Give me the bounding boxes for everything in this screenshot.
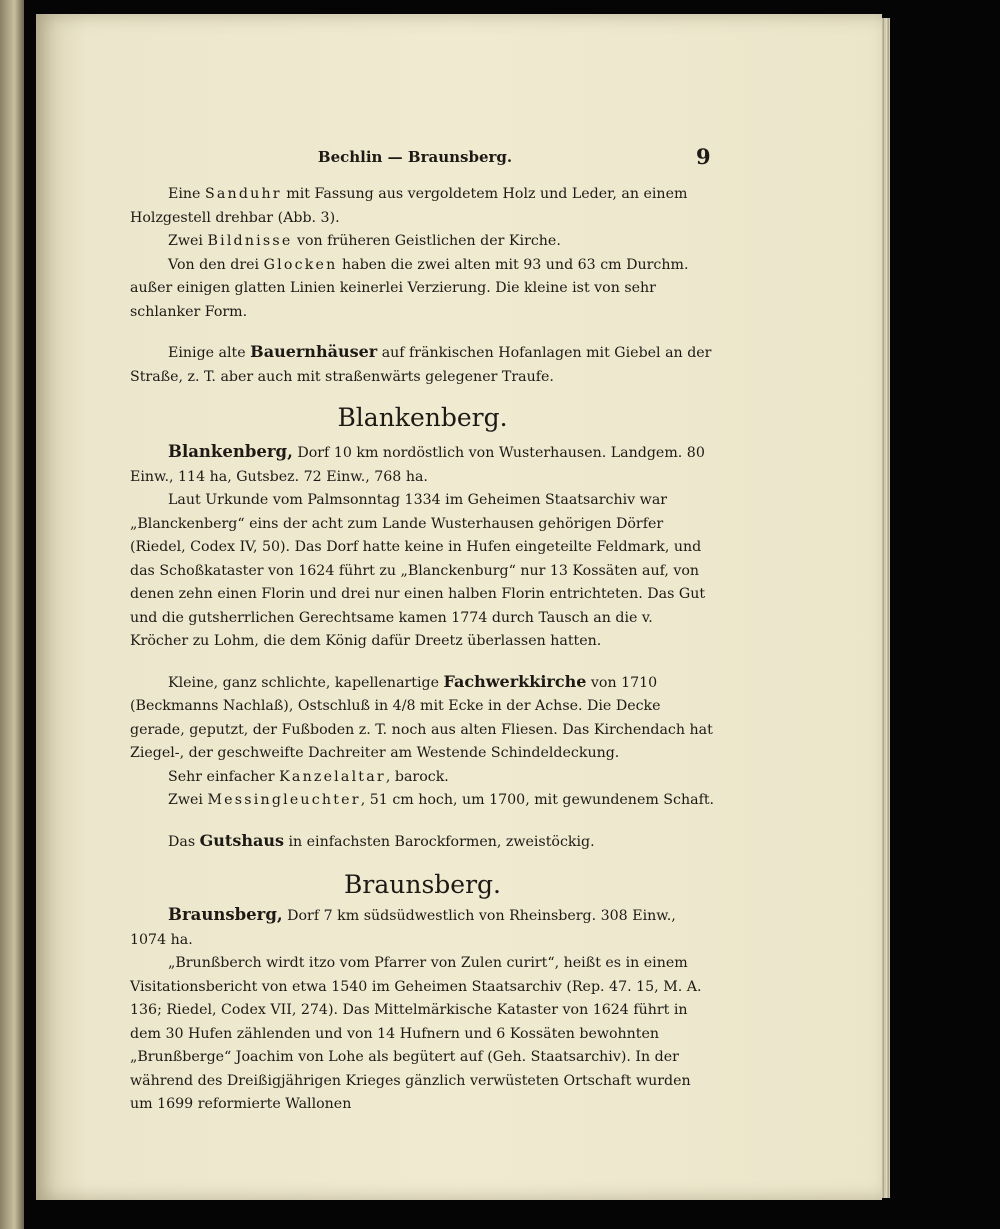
term-glocken: Glocken xyxy=(263,256,338,273)
paragraph-glocken: Von den drei Glocken haben die zwei alten mit 93 und 63 cm Durchm. außer einigen glatten Linien keinerlei Verzierung. Die kleine ist von sehr schlanker Form. xyxy=(130,256,689,320)
lead-blankenberg: Blankenberg, xyxy=(168,442,293,461)
running-title: Bechlin — Braunsberg. xyxy=(317,148,513,166)
lead-braunsberg: Braunsberg, xyxy=(168,905,283,924)
paragraph-sanduhr: Eine Sanduhr mit Fassung aus vergoldetem Holz und Leder, an einem Holzgestell drehbar (Abb. 3). xyxy=(130,186,688,226)
paragraph-gutshaus: Das Gutshaus in einfachsten Barockformen, zweistöckig. xyxy=(168,830,595,850)
term-messingleuchter: Messingleuchter xyxy=(207,792,361,808)
paragraph-bauernhaeuser: Einige alte Bauernhäuser auf fränkischen Hofanlagen mit Giebel an der Straße, z. T. aber auch mit straßenwärts gelegener Traufe. xyxy=(130,342,712,385)
paragraph-fachwerkkirche: Kleine, ganz schlichte, kapellenartige Fachwerkkirche von 1710 (Beckmanns Nachlaß), Ostschluß in 4/8 mit Ecke in der Achse. Die Decke gerade, geputzt, der Fußboden z. T. noch aus alten Fliesen. Das Kirchendach hat Ziegel-, der geschweifte Dachreiter am Westende Schindeldeckung. xyxy=(130,671,713,761)
paragraph-bildnisse: Zwei Bildnisse von früheren Geistlichen der Kirche. xyxy=(168,233,561,249)
paragraph-kanzelaltar: Sehr einfacher Kanzelaltar, barock. xyxy=(168,768,449,785)
term-kanzelaltar: Kanzelaltar xyxy=(279,768,386,785)
paragraph-braunsberg-intro: Braunsberg, Dorf 7 km südsüdwestlich von Rheinsberg. 308 Einw., 1074 ha. xyxy=(130,905,676,948)
paragraph-braunsberg-history: „Brunßberch wirdt itzo vom Pfarrer von Zulen curirt“, heißt es in einem Visitationsbericht von etwa 1540 im Geheimen Staatsarchiv (Rep. 47. 15, M. A. 136; Riedel, Codex VII, 274). Das Mittelmärkische Kataster von 1624 führt in dem 30 Hufen zählenden und von 14 Hufnern und 6 Kossäten bewohnten „Brunßberge“ Joachim von Lohe als begütert auf (Geh. Staatsarchiv). In der während des Dreißigjährigen Krieges gänzlich verwüsteten Ortschaft wurden um 1699 reformierte Wallonen xyxy=(130,955,702,1112)
bechlin-section xyxy=(130,183,715,389)
term-fachwerkkirche: Fachwerkkirche xyxy=(443,671,587,691)
braunsberg-section xyxy=(130,903,715,1117)
heading-braunsberg: Braunsberg. xyxy=(344,870,501,899)
term-bauernhaeuser: Bauernhäuser xyxy=(250,342,378,361)
heading-blankenberg: Blankenberg. xyxy=(337,403,508,432)
paragraph-blankenberg-intro: Blankenberg, Dorf 10 km nordöstlich von Wusterhausen. Landgem. 80 Einw., 114 ha, Gutsbez. 72 Einw., 768 ha. xyxy=(130,442,705,485)
term-gutshaus: Gutshaus xyxy=(199,830,284,850)
previous-page-edge xyxy=(0,0,24,1229)
paragraph-blankenberg-history: Laut Urkunde vom Palmsonntag 1334 im Geheimen Staatsarchiv war „Blanckenberg“ eins der acht zum Lande Wusterhausen gehörigen Dörfer (Riedel, Codex IV, 50). Das Dorf hatte keine in Hufen eingeteilte Feldmark, und das Schoßkataster von 1624 führt zu „Blanckenburg“ nur 13 Kossäten auf, von denen zehn einen Florin und drei nur einen halben Florin entrichteten. Das Gut und die gutsherrlichen Gerechtsame kamen 1774 durch Tausch an die v. Kröcher zu Lohm, die dem König dafür Dreetz überlassen hatten. xyxy=(130,492,706,649)
term-sanduhr: Sanduhr xyxy=(204,186,282,202)
page-number: 9 xyxy=(696,144,711,169)
term-bildnisse: Bildnisse xyxy=(207,233,293,249)
paragraph-messingleuchter: Zwei Messingleuchter, 51 cm hoch, um 1700, mit gewundenem Schaft. xyxy=(168,792,715,808)
blankenberg-section xyxy=(130,440,715,854)
